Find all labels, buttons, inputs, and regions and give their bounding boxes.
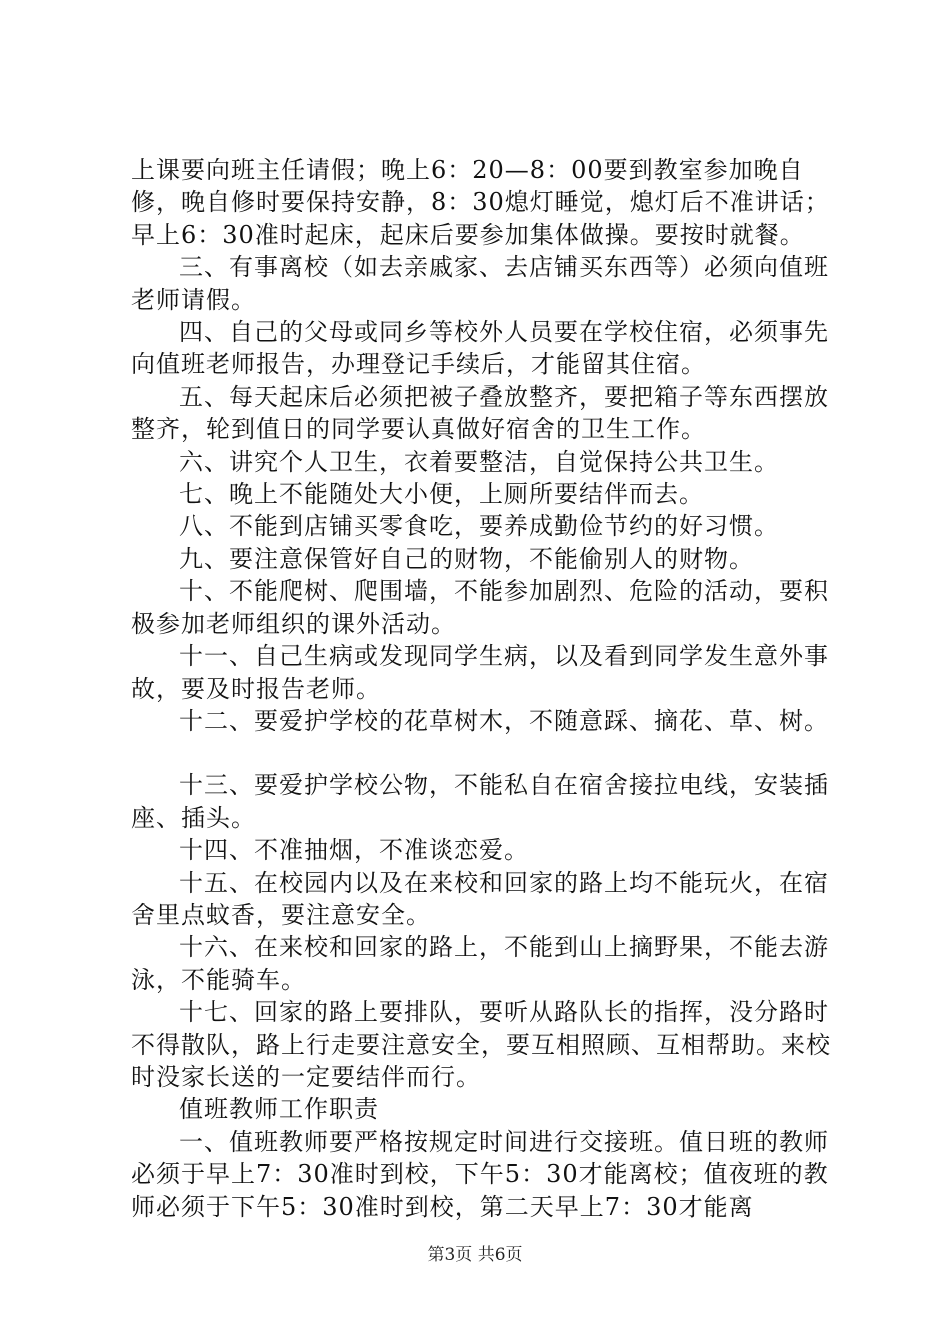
paragraph-rule-11: 十一、自己生病或发现同学生病，以及看到同学发生意外事故，要及时报告老师。 [131,642,829,703]
paragraph-rule-3: 三、有事离校（如去亲戚家、去店铺买东西等）必须向值班老师请假。 [131,253,829,314]
paragraph-rule-10: 十、不能爬树、爬围墙，不能参加剧烈、危险的活动，要积极参加老师组织的课外活动。 [131,577,829,638]
paragraph-rule-6: 六、讲究个人卫生，衣着要整洁，自觉保持公共卫生。 [179,447,779,476]
document-body [131,154,836,1223]
paragraph-rule-9: 九、要注意保管好自己的财物，不能偷别人的财物。 [179,544,754,573]
paragraph-spacer [131,737,836,769]
paragraph-rule-4: 四、自己的父母或同乡等校外人员要在学校住宿，必须事先向值班老师报告，办理登记手续后，才能留其住宿。 [131,318,829,379]
paragraph-rule-16: 十六、在来校和回家的路上，不能到山上摘野果，不能去游泳，不能骑车。 [131,933,829,994]
paragraph-rule-14: 十四、不准抽烟，不准谈恋爱。 [179,836,529,865]
paragraph-rule-5: 五、每天起床后必须把被子叠放整齐，要把箱子等东西摆放整齐，轮到值日的同学要认真做好宿舍的卫生工作。 [131,382,829,444]
paragraph-duty-rule-1: 一、值班教师要严格按规定时间进行交接班。值日班的教师必须于早上7：30准时到校，下午5：30才能离校；值夜班的教师必须于下午5：30准时到校，第二天早上7：30才能离 [131,1127,829,1221]
paragraph-rule-13: 十三、要爱护学校公物，不能私自在宿舍接拉电线，安装插座、插头。 [131,771,829,832]
paragraph-dormitory-schedule: 上课要向班主任请假；晚上6：20—8：00要到教室参加晚自修，晚自修时要保持安静，8：30熄灯睡觉，熄灯后不准讲话；早上6：30准时起床，起床后要参加集体做操。要按时就餐。 [131,156,830,249]
paragraph-rule-7: 七、晚上不能随处大小便，上厕所要结伴而去。 [179,480,704,509]
paragraph-rule-12: 十二、要爱护学校的花草树木，不随意踩、摘花、草、树。 [179,706,829,735]
paragraph-rule-8: 八、不能到店铺买零食吃，要养成勤俭节约的好习惯。 [179,512,779,541]
page-number-footer: 第3页 共6页 [427,1245,523,1265]
section-heading-duty-teacher: 值班教师工作职责 [179,1095,379,1124]
paragraph-rule-17: 十七、回家的路上要排队，要听从路队长的指挥，没分路时不得散队，路上行走要注意安全，要互相照顾、互相帮助。来校时没家长送的一定要结伴而行。 [131,998,831,1091]
paragraph-rule-15: 十五、在校园内以及在来校和回家的路上均不能玩火，在宿舍里点蚊香，要注意安全。 [131,868,829,929]
